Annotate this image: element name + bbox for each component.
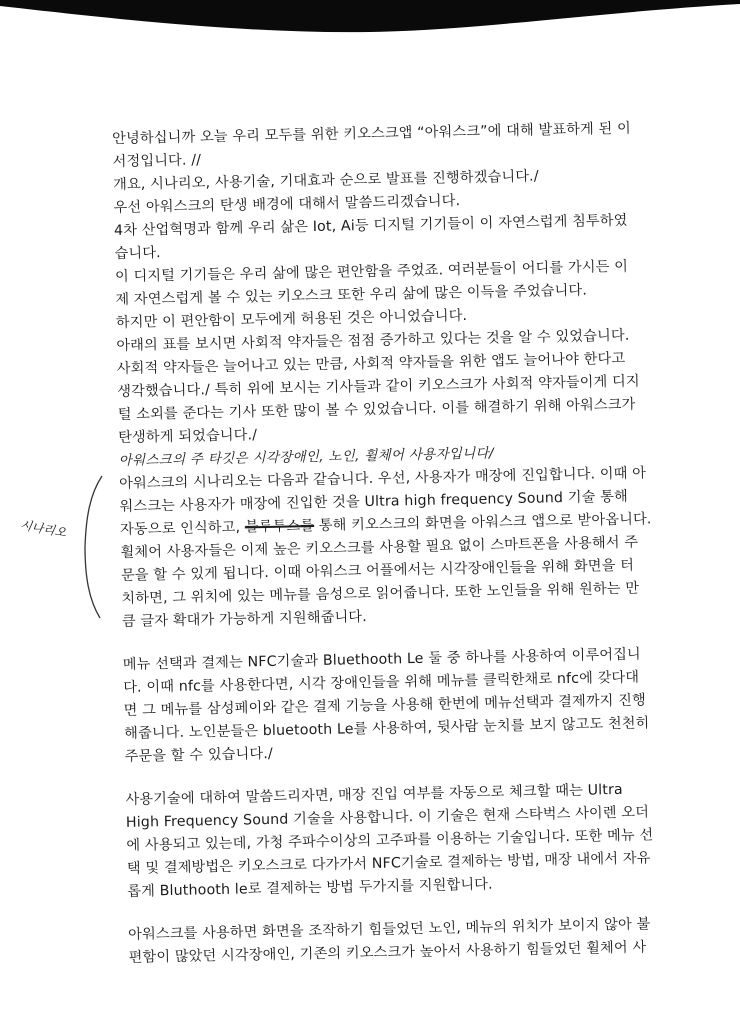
text-line: 문을 할 수 있게 됩니다. 이때 아워스크 어플에서는 시각장애인들을 위해 화면을 터	[120, 557, 635, 584]
document-page	[112, 117, 669, 970]
text-line: 워스크는 사용자가 매장에 진입한 것을 Ultra high frequency Sound 기술 통해	[119, 488, 629, 515]
text-line: 아래의 표를 보시면 사회적 약자들은 점점 증가하고 있다는 것을 알 수 있었습니다.	[116, 327, 630, 354]
text-line: 서정입니다. //	[112, 152, 202, 170]
text-line: 사용기술에 대하여 말씀드리자면, 매장 진입 여부를 자동으로 체크할 때는 Ultra	[125, 781, 623, 808]
handwritten-insert: 아워스크의 주 타깃은 시각장애인, 노인, 휠체어 사용자입니다/	[118, 445, 494, 469]
paragraph-payment	[123, 643, 665, 769]
text-line: 하지만 이 편안함이 모두에게 허용된 것은 아니었습니다.	[115, 307, 468, 331]
text-line: 털 소외를 준다는 기사 또한 많이 볼 수 있었습니다. 이를 해결하기 위해 아워스크가	[117, 396, 636, 423]
margin-note-scenario: 시나리오	[19, 517, 68, 540]
paragraph-intro	[112, 117, 658, 450]
text-line: 안녕하십니까 오늘 우리 모두를 위한 키오스크앱 “아워스크”에 대해 발표하게 된 이	[112, 120, 632, 147]
text-line: 해줍니다. 노인분들은 bluetooth Le를 사용하여, 뒷사람 눈치를 보지 않고도 천천히	[124, 715, 650, 742]
paragraph-scenario	[119, 462, 662, 634]
text-line: 생각했습니다./ 특히 위에 보시는 기사들과 같이 키오스크가 사회적 약자들이게 디지	[117, 373, 640, 400]
text-line: 습니다.	[114, 245, 161, 262]
text-line: 4차 산업혁명과 함께 우리 삶은 Iot, Ai등 디지털 기기들이 이 자연스럽게 침투하였	[113, 212, 628, 239]
text-line: 우선 아워스크의 탄생 배경에 대해서 말씀드리겠습니다.	[113, 193, 461, 216]
paragraph-technology	[125, 778, 667, 904]
text-line: High Frequency Sound 기술을 사용합니다. 이 기술은 현재 스타벅스 사이렌 오더	[125, 804, 650, 831]
text-line: 택 및 결제방법은 키오스크로 다가가서 NFC기술로 결제하는 방법, 매장 내에서 자유	[126, 850, 651, 877]
text-line: 아워스크의 시나리오는 다음과 같습니다. 우선, 사용자가 매장에 진입합니다. 이때 아	[118, 465, 647, 492]
text-line: 제 자연스럽게 볼 수 있는 키오스크 또한 우리 삶에 많은 이득을 주었습니다.	[115, 282, 588, 308]
paragraph-effects	[128, 913, 669, 970]
text-line: 아워스크를 사용하면 화면을 조작하기 힘들었던 노인, 메뉴의 위치가 보이지 않아 불	[128, 916, 651, 943]
text-line: 주문을 할 수 있습니다./	[124, 745, 274, 765]
text-line: 이 디지털 기기들은 우리 삶에 많은 편안함을 주었죠. 여러분들이 어디를 가시든 이	[114, 258, 629, 285]
struck-word: 블루투스를	[244, 518, 315, 536]
text-line: 편함이 많았던 시각장애인, 기존의 키오스크가 높아서 사용하기 힘들었던 휠체어 사	[128, 939, 647, 966]
text-segment: 자동으로 인식하고,	[119, 519, 246, 538]
text-line: 큼 글자 확대가 가능하게 지원해줍니다.	[121, 608, 368, 630]
text-segment: 통해 키오스크의 화면을 아워스크 앱으로 받아옵니다.	[313, 511, 652, 535]
text-line: 다. 이때 nfc를 사용한다면, 시각 장애인들을 위해 메뉴를 클릭한채로 nfc에 갖다대	[123, 669, 640, 696]
text-line: 롭게 Bluthooth le로 결제하는 방법 두가지를 지원합니다.	[127, 876, 493, 900]
text-line: 개요, 시나리오, 사용기술, 기대효과 순으로 발표를 진행하겠습니다./	[112, 168, 539, 193]
text-line: 휠체어 사용자들은 이제 높은 키오스크를 사용할 필요 없이 스마트폰을 사용해서 주	[120, 534, 639, 561]
scan-edge	[0, 0, 740, 40]
text-line: 사회적 약자들은 늘어나고 있는 만큼, 사회적 약자들을 위한 앱도 늘어나야 한다고	[116, 350, 626, 377]
scenario-bracket	[80, 472, 110, 622]
text-line: 메뉴 선택과 결제는 NFC기술과 Bluethooth Le 둘 중 하나를 사용하여 이루어집니	[122, 646, 641, 673]
text-line: 면 그 메뉴를 삼성페이와 같은 결제 기능을 사용해 한번에 메뉴선택과 결제까지 진행	[123, 692, 647, 719]
text-line: 치하면, 그 위치에 있는 메뉴를 음성으로 읽어줍니다. 또한 노인들을 위해 원하는 만	[121, 580, 640, 607]
text-line: 탄생하게 되었습니다./	[118, 427, 258, 446]
text-line: 에 사용되고 있는데, 가청 주파수이상의 고주파를 이용하는 기술입니다. 또한 메뉴 선	[126, 827, 654, 854]
